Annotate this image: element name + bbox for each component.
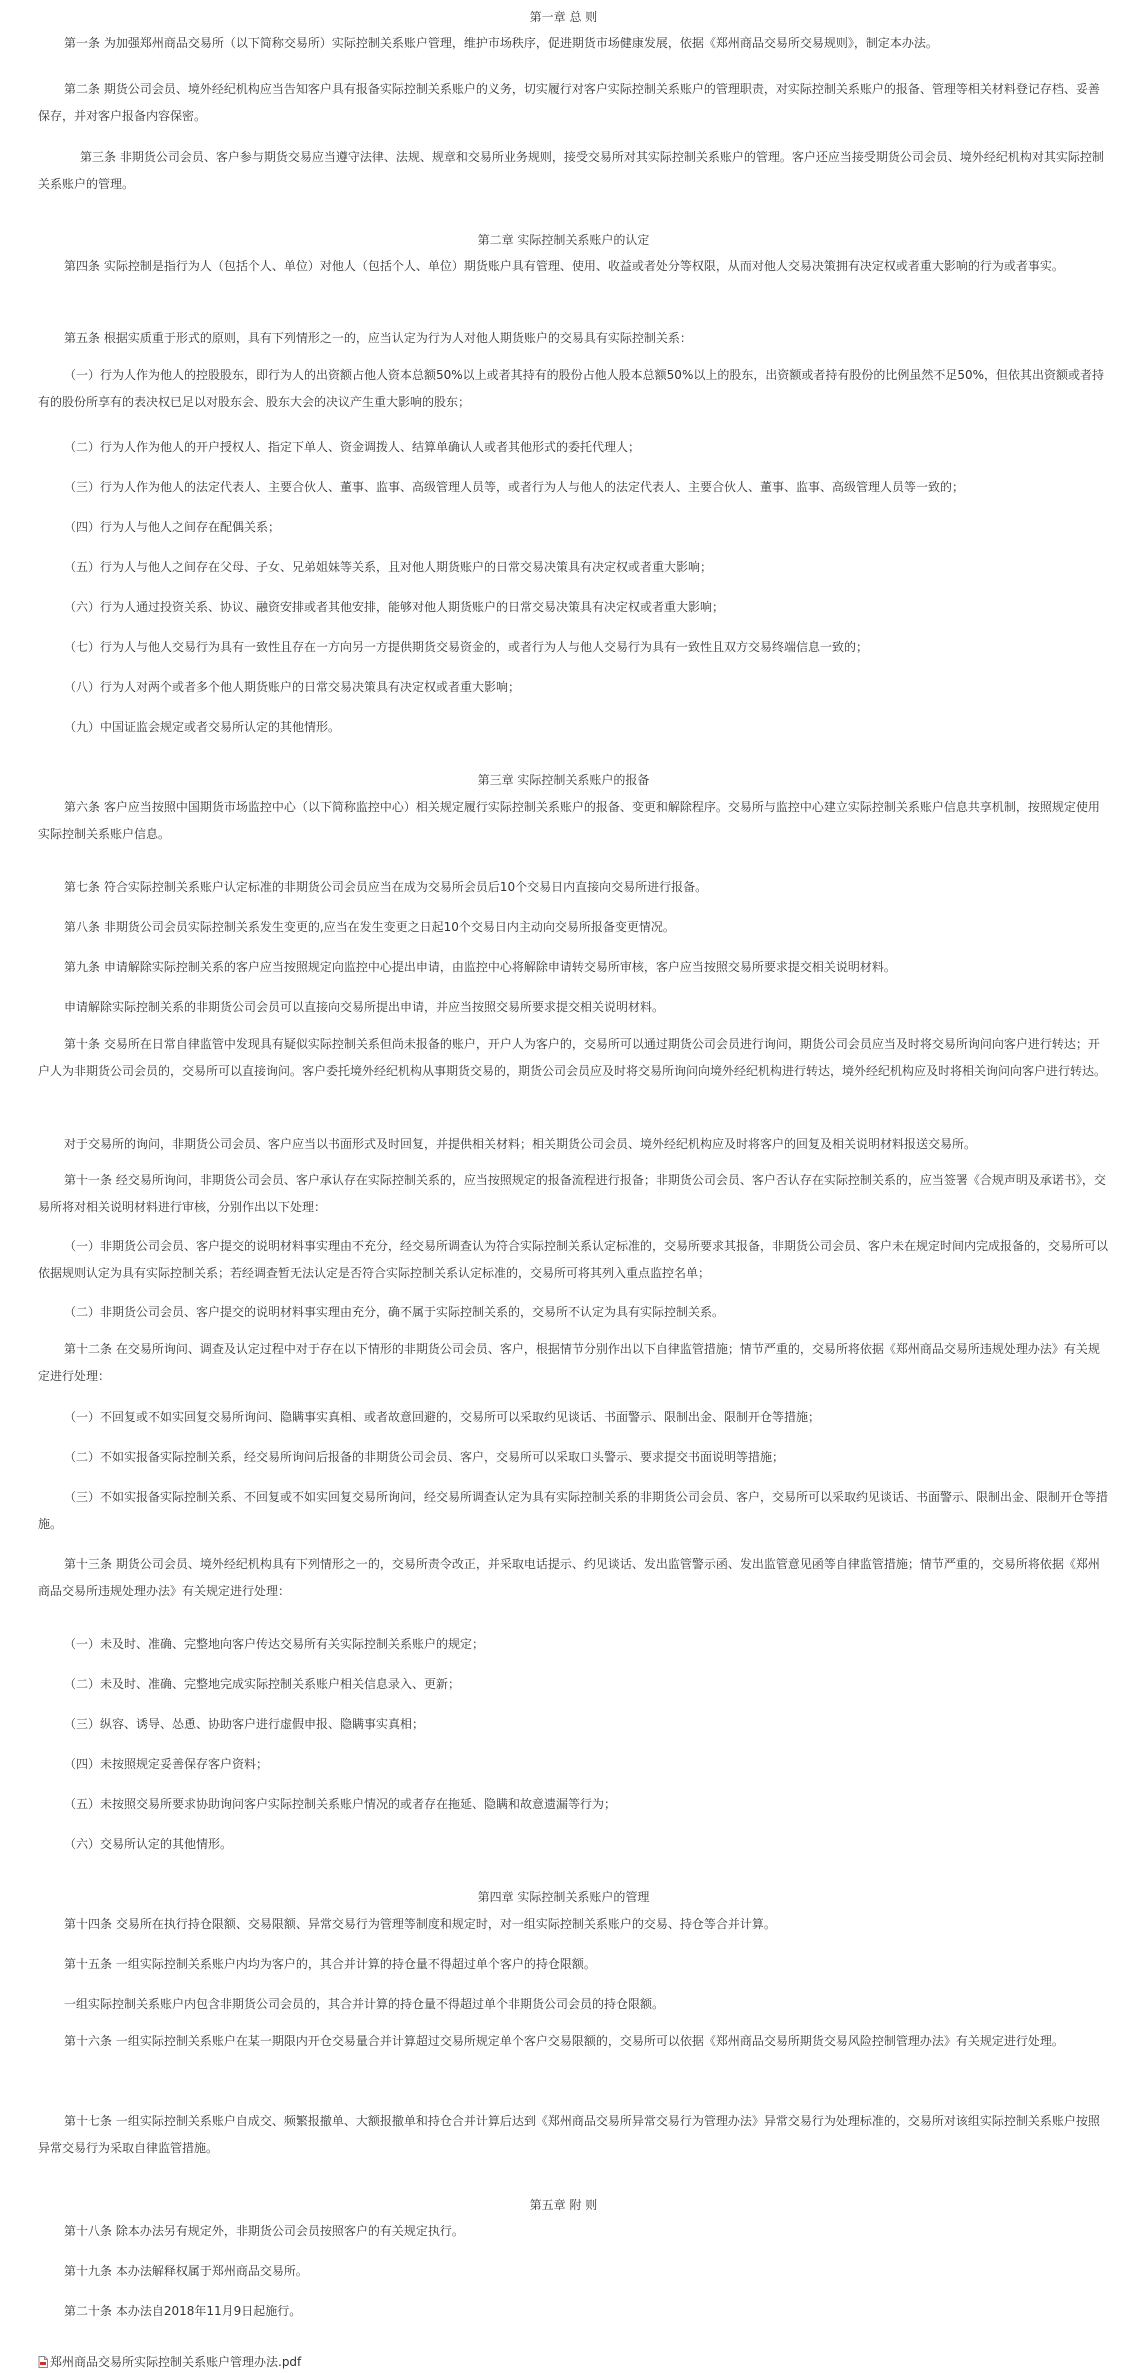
article-9: 第九条 申请解除实际控制关系的客户应当按照规定向监控中心提出申请，由监控中心将解除申请转交易所审核，客户应当按照交易所要求提交相关说明材料。 [64,960,896,974]
article-13-item: （三）纵容、诱导、怂恿、协助客户进行虚假申报、隐瞒事实真相； [64,1717,425,1731]
article-11-item-2: （二）非期货公司会员、客户提交的说明材料事实理由充分，确不属于实际控制关系的，交易所不认定为具有实际控制关系。 [64,1305,725,1319]
chapter-3-title: 第三章 实际控制关系账户的报备 [477,773,650,787]
article-12-item-3: （三）不如实报备实际控制关系、不回复或不如实回复交易所询问，经交易所调查认定为具有实际控制关系的非期货公司会员、客户，交易所可以采取约见谈话、书面警示、限制出金、限制开仓等措施。 [38,1490,1109,1531]
article-20: 第二十条 本办法自2018年11月9日起施行。 [64,2304,302,2318]
article-4: 第四条 实际控制是指行为人（包括个人、单位）对他人（包括个人、单位）期货账户具有管理、使用、收益或者处分等权限，从而对他人交易决策拥有决定权或者重大影响的行为或者事实。 [64,259,1064,273]
article-5: 第五条 根据实质重于形式的原则，具有下列情形之一的，应当认定为行为人对他人期货账户的交易具有实际控制关系： [64,331,692,345]
chapter-1-title: 第一章 总 则 [529,10,598,24]
article-13-item: （五）未按照交易所要求协助询问客户实际控制关系账户情况的或者存在拖延、隐瞒和故意遗漏等行为； [64,1797,617,1811]
article-12: 第十二条 在交易所询问、调查及认定过程中对于存在以下情形的非期货公司会员、客户，根据情节分别作出以下自律监管措施；情节严重的，交易所将依据《郑州商品交易所违规处理办法》有关规定进行处理： [38,1342,1100,1383]
article-5-item: （九）中国证监会规定或者交易所认定的其他情形。 [64,720,341,734]
article-14: 第十四条 交易所在执行持仓限额、交易限额、异常交易行为管理等制度和规定时，对一组实际控制关系账户的交易、持仓等合并计算。 [64,1917,776,1931]
article-5-item: （六）行为人通过投资关系、协议、融资安排或者其他安排，能够对他人期货账户的日常交易决策具有决定权或者重大影响； [64,600,725,614]
article-3: 第三条 非期货公司会员、客户参与期货交易应当遵守法律、法规、规章和交易所业务规则，接受交易所对其实际控制关系账户的管理。客户还应当接受期货公司会员、境外经纪机构对其实际控制关系账户的管理。 [38,150,1104,191]
article-11: 第十一条 经交易所询问，非期货公司会员、客户承认存在实际控制关系的，应当按照规定的报备流程进行报备；非期货公司会员、客户否认存在实际控制关系的，应当签署《合规声明及承诺书》，交易所将对相关说明材料进行审核，分别作出以下处理： [38,1173,1106,1214]
article-8: 第八条 非期货公司会员实际控制关系发生变更的,应当在发生变更之日起10个交易日内主动向交易所报备变更情况。 [64,920,675,934]
article-19: 第十九条 本办法解释权属于郑州商品交易所。 [64,2264,308,2278]
article-17: 第十七条 一组实际控制关系账户自成交、频繁报撤单、大额报撤单和持仓合并计算后达到《郑州商品交易所异常交易行为管理办法》异常交易行为处理标准的，交易所对该组实际控制关系账户按照异常交易行为采取自律监管措施。 [38,2114,1100,2155]
article-13-item: （四）未按照规定妥善保存客户资料； [64,1757,269,1771]
article-7: 第七条 符合实际控制关系账户认定标准的非期货公司会员应当在成为交易所会员后10个交易日内直接向交易所进行报备。 [64,880,708,894]
article-12-item-2: （二）不如实报备实际控制关系，经交易所询问后报备的非期货公司会员、客户，交易所可以采取口头警示、要求提交书面说明等措施； [64,1450,785,1464]
article-2: 第二条 期货公司会员、境外经纪机构应当告知客户具有报备实际控制关系账户的义务，切实履行对客户实际控制关系账户的管理职责，对实际控制关系账户的报备、管理等相关材料登记存档、妥善保存，并对客户报备内容保密。 [38,82,1100,123]
article-16: 第十六条 一组实际控制关系账户在某一期限内开仓交易量合并计算超过交易所规定单个客户交易限额的，交易所可以依据《郑州商品交易所期货交易风险控制管理办法》有关规定进行处理。 [64,2034,1064,2048]
article-10: 第十条 交易所在日常自律监管中发现具有疑似实际控制关系但尚未报备的账户，开户人为客户的，交易所可以通过期货公司会员进行询问，期货公司会员应当及时将交易所询问向客户进行转达；开户人为非期货公司会员的，交易所可以直接询问。客户委托境外经纪机构从事期货交易的，期货公司会员应及时将交易所询问向境外经纪机构进行转达，境外经纪机构应及时将相关询问向客户进行转达。 [38,1037,1107,1078]
article-13-item: （二）未及时、准确、完整地完成实际控制关系账户相关信息录入、更新； [64,1677,461,1691]
article-5-item: （七）行为人与他人交易行为具有一致性且存在一方向另一方提供期货交易资金的，或者行为人与他人交易行为具有一致性且双方交易终端信息一致的； [64,640,869,654]
article-11-item-1: （一）非期货公司会员、客户提交的说明材料事实理由不充分，经交易所调查认为符合实际控制关系认定标准的，交易所要求其报备，非期货公司会员、客户未在规定时间内完成报备的，交易所可以依据规则认定为具有实际控制关系；若经调查暂无法认定是否符合实际控制关系认定标准的，交易所可将其列入重点监控名单； [38,1239,1109,1280]
article-15: 第十五条 一组实际控制关系账户内均为客户的，其合并计算的持仓量不得超过单个客户的持仓限额。 [64,1957,596,1971]
attachment-link[interactable] [38,2354,301,2370]
chapter-4-title: 第四章 实际控制关系账户的管理 [477,1890,650,1904]
article-5-item: （五）行为人与他人之间存在父母、子女、兄弟姐妹等关系，且对他人期货账户的日常交易决策具有决定权或者重大影响； [64,560,713,574]
article-5-item: （二）行为人作为他人的开户授权人、指定下单人、资金调拨人、结算单确认人或者其他形式的委托代理人； [64,440,641,454]
article-18: 第十八条 除本办法另有规定外，非期货公司会员按照客户的有关规定执行。 [64,2224,464,2238]
article-13: 第十三条 期货公司会员、境外经纪机构具有下列情形之一的，交易所责令改正，并采取电话提示、约见谈话、发出监管警示函、发出监管意见函等自律监管措施；情节严重的，交易所将依据《郑州商品交易所违规处理办法》有关规定进行处理： [38,1557,1100,1598]
article-1: 第一条 为加强郑州商品交易所（以下简称交易所）实际控制关系账户管理，维护市场秩序，促进期货市场健康发展，依据《郑州商品交易所交易规则》，制定本办法。 [64,36,938,50]
article-15-paragraph-2: 一组实际控制关系账户内包含非期货公司会员的，其合并计算的持仓量不得超过单个非期货公司会员的持仓限额。 [64,1997,665,2011]
article-5-item: （四）行为人与他人之间存在配偶关系； [64,520,281,534]
attachment-filename[interactable]: 郑州商品交易所实际控制关系账户管理办法.pdf [50,2355,302,2369]
pdf-file-icon [38,2356,48,2368]
article-5-item: （八）行为人对两个或者多个他人期货账户的日常交易决策具有决定权或者重大影响； [64,680,521,694]
article-5-item: （一）行为人作为他人的控股股东，即行为人的出资额占他人资本总额50%以上或者其持有的股份占他人股本总额50%以上的股东，出资额或者持有股份的比例虽然不足50%，但依其出资额或者持有的股份所享有的表决权已足以对股东会、股东大会的决议产生重大影响的股东； [38,368,1105,409]
article-5-item: （三）行为人作为他人的法定代表人、主要合伙人、董事、监事、高级管理人员等，或者行为人与他人的法定代表人、主要合伙人、董事、监事、高级管理人员等一致的； [64,480,965,494]
article-6: 第六条 客户应当按照中国期货市场监控中心（以下简称监控中心）相关规定履行实际控制关系账户的报备、变更和解除程序。交易所与监控中心建立实际控制关系账户信息共享机制，按照规定使用实际控制关系账户信息。 [38,800,1100,841]
chapter-2-title: 第二章 实际控制关系账户的认定 [477,233,650,247]
chapter-5-title: 第五章 附 则 [529,2198,598,2212]
article-12-item-1: （一）不回复或不如实回复交易所询问、隐瞒事实真相、或者故意回避的，交易所可以采取约见谈话、书面警示、限制出金、限制开仓等措施； [64,1410,821,1424]
article-10-paragraph-2: 对于交易所的询问，非期货公司会员、客户应当以书面形式及时回复，并提供相关材料；相关期货公司会员、境外经纪机构应及时将客户的回复及相关说明材料报送交易所。 [64,1137,977,1151]
article-13-item: （一）未及时、准确、完整地向客户传达交易所有关实际控制关系账户的规定； [64,1637,485,1651]
article-9-paragraph-2: 申请解除实际控制关系的非期货公司会员可以直接向交易所提出申请，并应当按照交易所要求提交相关说明材料。 [64,1000,665,1014]
article-13-item: （六）交易所认定的其他情形。 [64,1837,233,1851]
